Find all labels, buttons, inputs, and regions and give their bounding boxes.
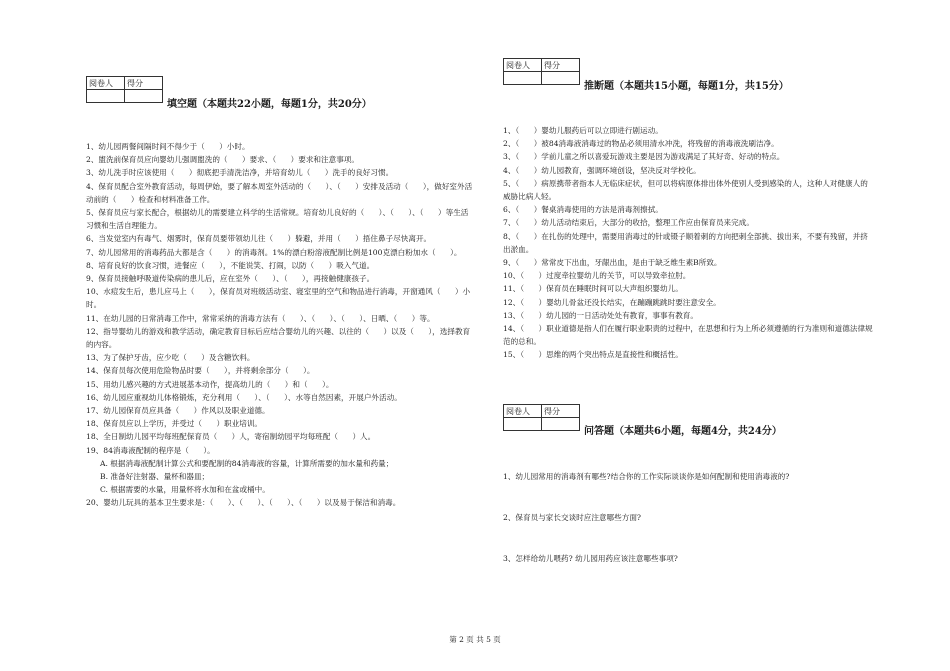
judgement-4: 4、（ ）幼儿园教育，强调环境创设，坚决反对学校化。: [503, 165, 701, 175]
question-1: 1、幼儿园两餐间隔时间不得少于（ ）小时。: [86, 142, 250, 151]
judgement-13: 13、（ ）幼儿园的一日活动处处有教育，事事有教育。: [503, 310, 698, 320]
judgement-9: 9、（ ）常常皮下出血，牙龈出血，是由于缺乏维生素B所致。: [503, 258, 722, 268]
question-9: 9、保育员接触呼吸道传染病的患儿后，应在室外（ ）、（ ），再接触健康孩子。: [86, 274, 375, 284]
left-score-box: [86, 76, 163, 103]
judgement-10: 10、（ ）过度牵拉婴幼儿的关节，可以导致牵拉肘。: [503, 271, 691, 281]
grader-header: 阅卷人: [87, 77, 125, 90]
judgement-5: 5、（ ）病原携带者指本人无临床症状，但可以将病原体排出体外使别人受到感染的人，这种人对健康人的威胁比病人轻。: [503, 178, 868, 202]
question-3: 3、幼儿洗手时应该使用（ ）彻底把手清洗洁净，并培育幼儿（ ）洗手的良好习惯。: [86, 168, 394, 178]
judgement-2: 2、（ ）被84消毒液消毒过的物品必须用清水冲洗，将残留的消毒液洗刷洁净。: [503, 139, 779, 149]
judgement-questions: [503, 124, 875, 362]
qa-section-title: 问答题（本题共6小题，每题4分，共24分）: [584, 426, 782, 437]
judgement-11: 11、（ ）保育员在睡眠时间可以大声组织婴幼儿。: [503, 284, 683, 294]
question-20: 20、婴幼儿玩具的基本卫生要求是：（ ）、（ ）、（ ）、（ ）以及易于保洁和消毒。: [86, 498, 401, 508]
right-score-box-2: [503, 404, 580, 431]
question-17: 17、幼儿园保育员应具备（ ）作风以及职业道德。: [86, 406, 270, 416]
option-b: B. 准备好注射器、量杯和器皿；: [100, 472, 210, 482]
judgement-section-title: 推断题（本题共15小题，每题1分，共15分）: [584, 81, 789, 92]
option-c: C. 根据需要的水量，用量杯将水加和在盆或桶中。: [100, 485, 270, 495]
judgement-6: 6、（ ）餐桌消毒使用的方法是消毒剂擦拭。: [503, 205, 663, 215]
judgement-12: 12、（ ）婴幼儿骨盆还没长结实，在蹦蹦跳跳时要注意安全。: [503, 297, 721, 307]
question-7: 7、幼儿园常用的消毒药品大都是含（ ）的消毒剂。1%的漂白粉溶液配制比例是100克漂白粉加水（ ）。: [86, 247, 462, 257]
question-8: 8、培育良好的饮食习惯，进餐应（ ），不能说笑、打闹，以防（ ）吸入气道。: [86, 260, 375, 270]
question-18b: 18、全日制幼儿园平均每班配保育员（ ）人，寄宿制幼园平均每班配（ ）人。: [86, 432, 376, 442]
question-11: 11、在幼儿园的日常消毒工作中，常常采纳的消毒方法有（ ）、（ ）、（ ）、日晒、（ ）等。: [86, 313, 435, 323]
grader-header: 阅卷人: [504, 59, 542, 72]
question-19: 19、84消毒液配制的程序是（ ）。: [86, 445, 215, 455]
question-16: 16、幼儿园应重视幼儿体格锻炼，充分利用（ ）、（ ）、水等自然因素，开展户外活动。: [86, 392, 402, 402]
score-header: 得分: [542, 59, 580, 72]
qa-3: 3、怎样给幼儿喂药? 幼儿园用药应该注意哪些事项?: [503, 554, 678, 564]
judgement-14: 14、（ ）职业道德是指人们在履行职业职责的过程中，在思想和行为上所必须遵循的行为准则和道德法律规范的总和。: [503, 324, 873, 347]
qa-2: 2、保育员与家长交谈时应注意哪些方面?: [503, 513, 641, 523]
question-5: 5、保育员应与家长配合，根据幼儿的需要建立科学的生活常规。培育幼儿良好的（ ）、（ ）、（ ）等生活习惯和生活自理能力。: [86, 208, 469, 231]
question-15: 15、用幼儿感兴趣的方式进展基本动作，提高幼儿的（ ）和（ ）。: [86, 379, 334, 389]
judgement-1: 1、（ ）婴幼儿服药后可以立即进行剧运动。: [503, 126, 663, 135]
score-header: 得分: [542, 405, 580, 418]
question-12: 12、指导婴幼儿的游戏和教学活动，确定教育目标后应结合婴幼儿的兴趣、以往的（ ）以及（ ），选择教育的内容。: [86, 326, 471, 350]
qa-1: 1、幼儿园常用的消毒剂有哪些?结合你的工作实际谈谈你是如何配制和使用消毒液的?: [503, 472, 790, 481]
grader-header: 阅卷人: [504, 405, 542, 418]
fill-blank-section-title: 填空题（本题共22小题，每题1分，共20分）: [167, 99, 372, 110]
question-2: 2、盥洗前保育员应向婴幼儿强调盥洗的（ ）要求、（ ）要求和注意事项。: [86, 155, 359, 165]
question-14: 14、保育员每次使用危险物品时要（ ），并将剩余部分（ ）。: [86, 366, 315, 376]
score-header: 得分: [125, 77, 163, 90]
judgement-8: 8、（ ）在扎伤的处理中，需要用消毒过的针或镊子顺着刺的方向把刺全部挑、拔出来，不要有残留，并挤出淤血。: [503, 231, 868, 254]
question-13: 13、为了保护牙齿，应少吃（ ）及含糖饮料。: [86, 353, 255, 363]
question-18a: 18、保育员应以上学历，并受过（ ）职业培训。: [86, 419, 263, 429]
option-a: A. 根据消毒液配制计算公式和要配制的84消毒液的容量，计算所需要的加水量和药量；: [100, 458, 394, 468]
page-footer: 第 2 页 共 5 页: [449, 635, 501, 644]
fill-blank-questions: [86, 140, 474, 510]
question-4: 4、保育员配合室外教育活动，每周伊始，要了解本周室外活动的（ ）、（ ）安排及活动（ ），做好室外活动前的（ ）检查和材料准备工作。: [86, 181, 473, 204]
question-6: 6、当发觉室内有毒气、烟雾时，保育员要带领幼儿往（ ）躲避，并用（ ）捂住鼻子尽快离开。: [86, 234, 432, 244]
judgement-7: 7、（ ）幼儿活动结束后，大部分的收拾，整理工作应由保育员来完成。: [503, 218, 754, 228]
question-10: 10、水痘发生后，患儿应马上（ ），保育员对班级活动室、寝室里的空气和物品进行消毒，开窗通风（ ）小时。: [86, 287, 471, 310]
qa-questions: [503, 470, 875, 594]
right-score-box: [503, 58, 580, 85]
judgement-15: 15、（ ）思维的两个突出特点是直接性和概括性。: [503, 350, 683, 360]
judgement-3: 3、（ ）学前儿童之所以喜爱玩游戏主要是因为游戏满足了其好奇、好动的特点。: [503, 152, 785, 162]
